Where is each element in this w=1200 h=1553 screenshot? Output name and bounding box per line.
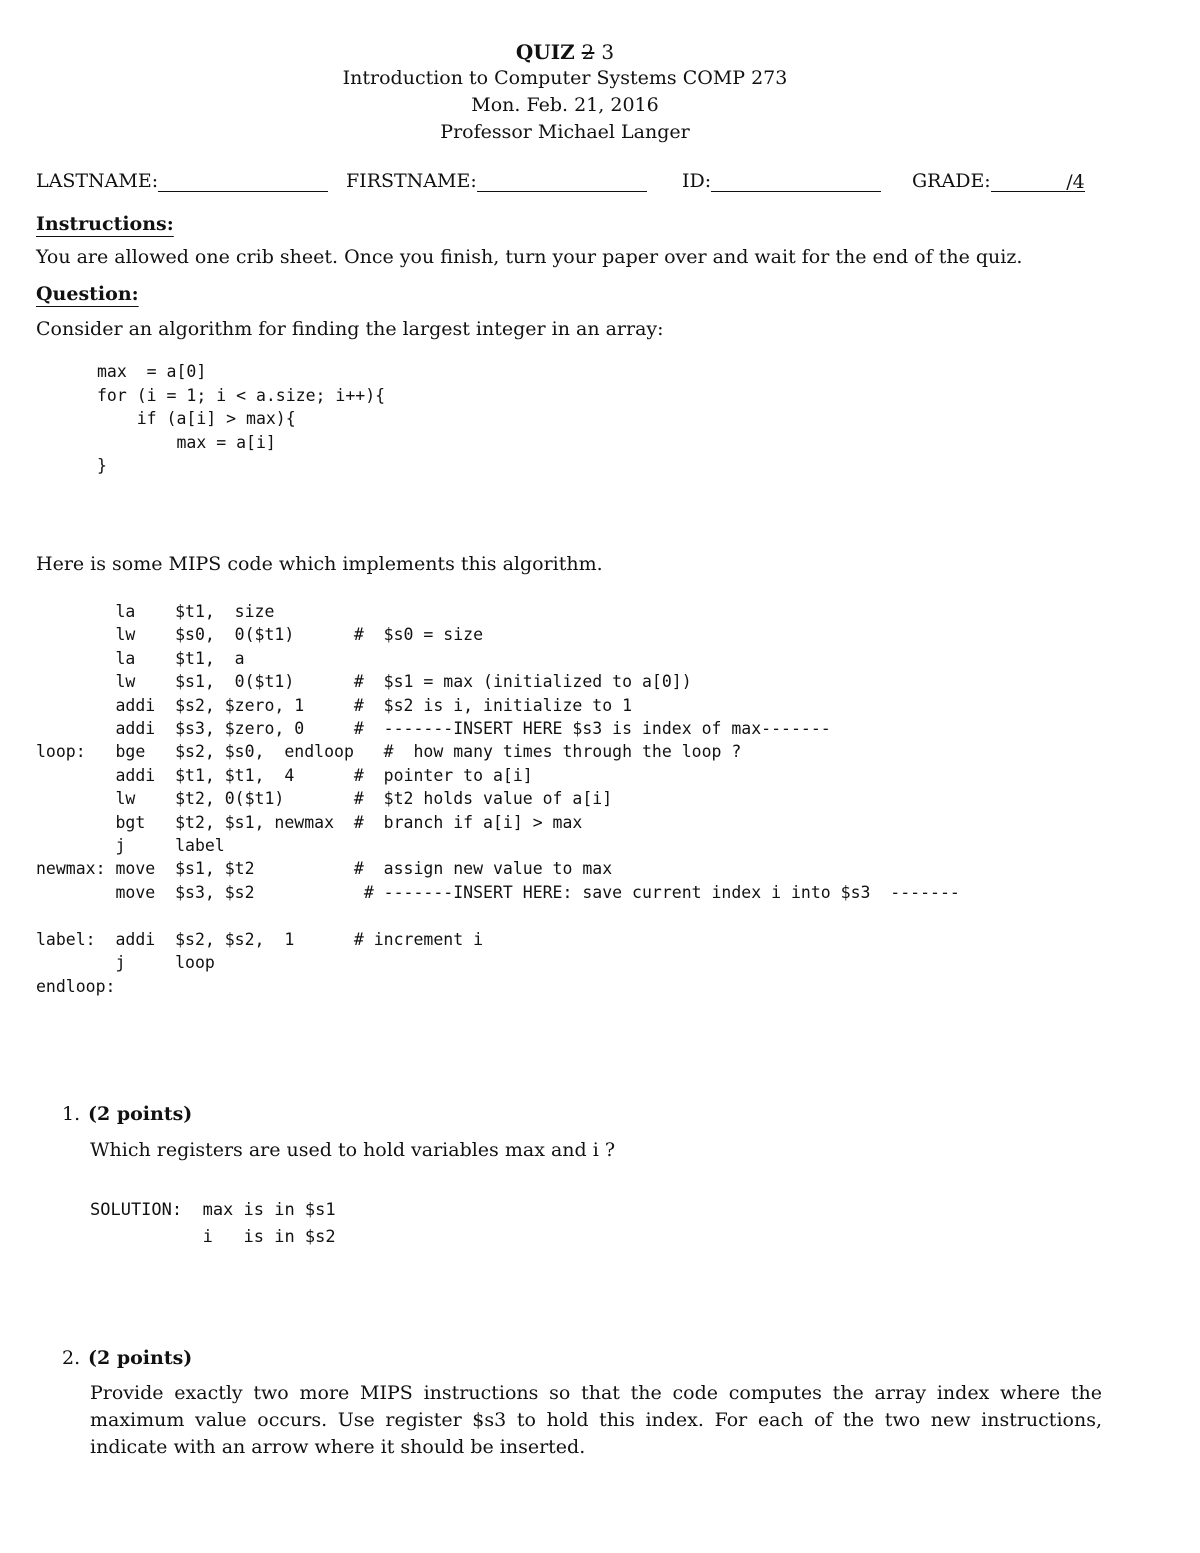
question-1-header <box>62 1103 192 1125</box>
mips-intro: Here is some MIPS code which implements this algorithm. <box>36 553 603 575</box>
instructions-text: You are allowed one crib sheet. Once you finish, turn your paper over and wait for the end of the quiz. <box>36 246 1023 268</box>
id-label: ID: <box>682 170 712 192</box>
question-heading: Question: <box>36 283 139 305</box>
question-1-solution: SOLUTION: max is in $s1 i is in $s2 <box>90 1200 336 1247</box>
quiz-number: 3 <box>601 40 615 64</box>
question-2-points: (2 points) <box>88 1347 193 1369</box>
course-name: Introduction to Computer Systems COMP 273 <box>342 67 788 89</box>
pseudocode-block: max = a[0] for (i = 1; i < a.size; i++){ if (a[i] > max){ max = a[i] } <box>97 362 386 475</box>
question-1-points: (2 points) <box>88 1103 193 1125</box>
grade-total: /4 <box>1066 171 1085 193</box>
id-field[interactable] <box>682 170 881 192</box>
firstname-field[interactable] <box>346 170 647 192</box>
professor-name: Professor Michael Langer <box>440 121 690 143</box>
mips-code-block: la $t1, size lw $s0, 0($t1) # $s0 = size la $t1, a lw $s1, 0($t1) # $s1 = max (initialized to a[0]) addi $s2, $zero, 1 # $s2 is i, initialize to 1 addi $s3, $zero, 0 # -------INSERT HERE $s3 is index of max------- loop: bge $s2, $s0, endloop # how many times through the loop ? addi $t1, $t1, 4 # pointer to a[i] lw $t2, 0($t1) # $t2 holds value of a[i] bgt $t2, $s1, newmax # branch if a[i] > max j label newmax: move $s1, $t2 # assign new value to max move $s3, $s2 # -------INSERT HERE: save current index i into $s3 ------- label: addi $s2, $s2, 1 # increment i j loop endloop: <box>36 602 960 996</box>
quiz-label: QUIZ <box>515 40 575 64</box>
grade-field[interactable] <box>912 170 1085 192</box>
quiz-title <box>0 40 1130 64</box>
question-2-number: 2. <box>62 1347 81 1369</box>
quiz-date: Mon. Feb. 21, 2016 <box>471 94 659 116</box>
quiz-struck-number: 2 <box>581 40 595 64</box>
firstname-label: FIRSTNAME: <box>346 170 477 192</box>
lastname-blank[interactable] <box>158 171 328 192</box>
lastname-field[interactable] <box>36 170 328 192</box>
id-blank[interactable] <box>711 171 881 192</box>
instructions-heading: Instructions: <box>36 213 174 235</box>
question-2-text: Provide exactly two more MIPS instructions so that the code computes the array index where the maximum value occurs. Use register $s3 to hold this index. For each of the two new instructions, indicate with an arrow where it should be inserted. <box>90 1382 1102 1458</box>
question-1-number: 1. <box>62 1103 81 1125</box>
lastname-label: LASTNAME: <box>36 170 159 192</box>
firstname-blank[interactable] <box>477 171 647 192</box>
question-2-header <box>62 1347 192 1369</box>
grade-label: GRADE: <box>912 170 991 192</box>
grade-blank[interactable] <box>991 171 1085 192</box>
question-1-text: Which registers are used to hold variables max and i ? <box>90 1139 616 1161</box>
question-intro: Consider an algorithm for finding the largest integer in an array: <box>36 318 664 340</box>
